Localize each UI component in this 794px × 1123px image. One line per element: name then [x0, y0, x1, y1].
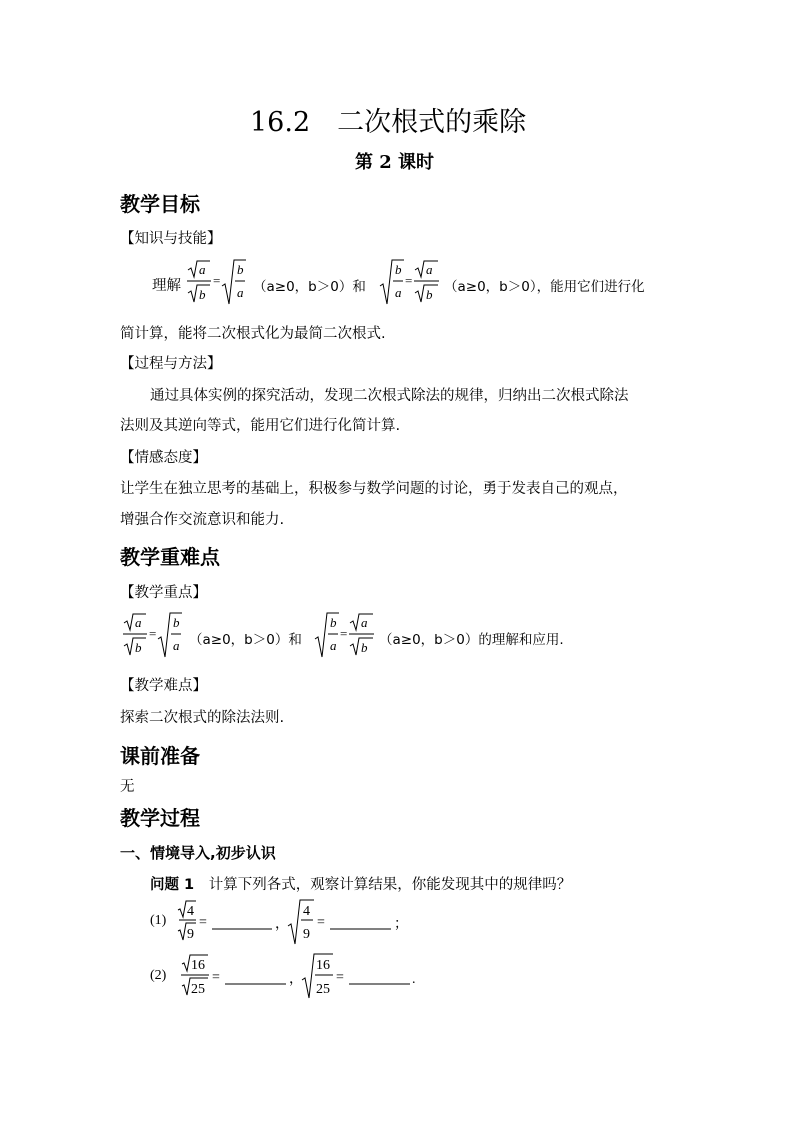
svg-text:a: a — [361, 615, 368, 630]
svg-text:25: 25 — [316, 982, 330, 997]
svg-text:=: = — [199, 915, 207, 930]
difficulty-label: 【教学难点】 — [120, 678, 207, 694]
svg-text:a: a — [330, 638, 337, 653]
svg-text:b: b — [237, 262, 244, 277]
svg-text:=: = — [336, 970, 344, 985]
svg-text:a: a — [237, 285, 244, 300]
formula-sqrt-b-over-a-equals-sqrt-a-over-sqrt-b — [378, 258, 440, 308]
focus-label: 【教学重点】 — [120, 585, 207, 601]
step-1-heading: 一、情境导入,初步认识 — [120, 844, 276, 862]
svg-text:16: 16 — [191, 958, 205, 973]
svg-text:=: = — [213, 273, 221, 288]
section-process: 教学过程 — [120, 806, 200, 830]
item-2-expression — [176, 952, 426, 1000]
svg-text:b: b — [173, 615, 180, 630]
svg-text:a: a — [395, 285, 402, 300]
svg-text:9: 9 — [303, 927, 310, 942]
svg-text:a: a — [135, 615, 142, 630]
svg-text:a: a — [173, 638, 180, 653]
process-line2: 法则及其逆向等式，能用它们进行化简计算. — [120, 418, 401, 434]
svg-text:4: 4 — [187, 904, 194, 919]
focus-formula-1 — [122, 611, 184, 661]
focus-condition-2: （a≥0，b＞0）的理解和应用. — [379, 632, 564, 648]
formula-sqrt-a-over-sqrt-b-equals-sqrt-b-over-a — [186, 258, 248, 308]
knowledge-label: 【知识与技能】 — [120, 231, 222, 247]
svg-text:.: . — [412, 972, 416, 987]
svg-text:；: ； — [394, 917, 408, 932]
svg-text:9: 9 — [187, 927, 194, 942]
section-preparation: 课前准备 — [120, 744, 200, 768]
svg-text:b: b — [135, 640, 142, 655]
item-2-label: (2) — [150, 968, 167, 983]
emotion-line2: 增强合作交流意识和能力. — [120, 512, 285, 528]
svg-text:b: b — [199, 287, 206, 302]
process-line1: 通过具体实例的探究活动，发现二次根式除法的规律，归纳出二次根式除法 — [150, 388, 629, 404]
svg-text:4: 4 — [303, 904, 310, 919]
svg-text:=: = — [405, 273, 413, 288]
preparation-text: 无 — [120, 779, 135, 795]
question-text: 计算下列各式，观察计算结果，你能发现其中的规律吗？ — [208, 877, 572, 893]
svg-text:b: b — [395, 262, 402, 277]
process-label: 【过程与方法】 — [120, 356, 222, 372]
svg-text:25: 25 — [191, 982, 205, 997]
item-1-expression — [176, 898, 408, 946]
focus-condition-1: （a≥0，b＞0）和 — [189, 632, 302, 648]
svg-text:16: 16 — [316, 958, 330, 973]
question-label: 问题 1 — [150, 877, 195, 893]
svg-text:，: ， — [275, 917, 289, 932]
emotion-label: 【情感态度】 — [120, 450, 207, 466]
svg-text:，: ， — [289, 972, 303, 987]
svg-text:b: b — [361, 640, 368, 655]
emotion-line1: 让学生在独立思考的基础上，积极参与数学问题的讨论，勇于发表自己的观点， — [120, 481, 628, 497]
svg-text:a: a — [426, 262, 433, 277]
knowledge-line2: 简计算，能将二次根式化为最简二次根式. — [120, 326, 386, 342]
svg-text:b: b — [426, 287, 433, 302]
focus-formula-2 — [313, 611, 375, 661]
condition-2: （a≥0，b＞0），能用它们进行化 — [444, 279, 645, 295]
question-1 — [150, 873, 571, 894]
svg-text:b: b — [330, 615, 337, 630]
item-1-label: (1) — [150, 913, 167, 928]
knowledge-pre: 理解 — [152, 278, 181, 294]
section-key-points: 教学重难点 — [120, 545, 220, 569]
svg-text:=: = — [317, 915, 325, 930]
page-subtitle: 第 2 课时 — [355, 152, 435, 173]
svg-text:=: = — [149, 626, 157, 641]
svg-text:=: = — [340, 626, 348, 641]
svg-text:=: = — [212, 970, 220, 985]
svg-text:a: a — [199, 262, 206, 277]
difficulty-text: 探索二次根式的除法法则. — [120, 710, 285, 726]
condition-1: （a≥0，b＞0）和 — [253, 279, 366, 295]
page-title: 16.2 二次根式的乘除 — [250, 107, 527, 138]
section-objectives: 教学目标 — [120, 192, 200, 216]
